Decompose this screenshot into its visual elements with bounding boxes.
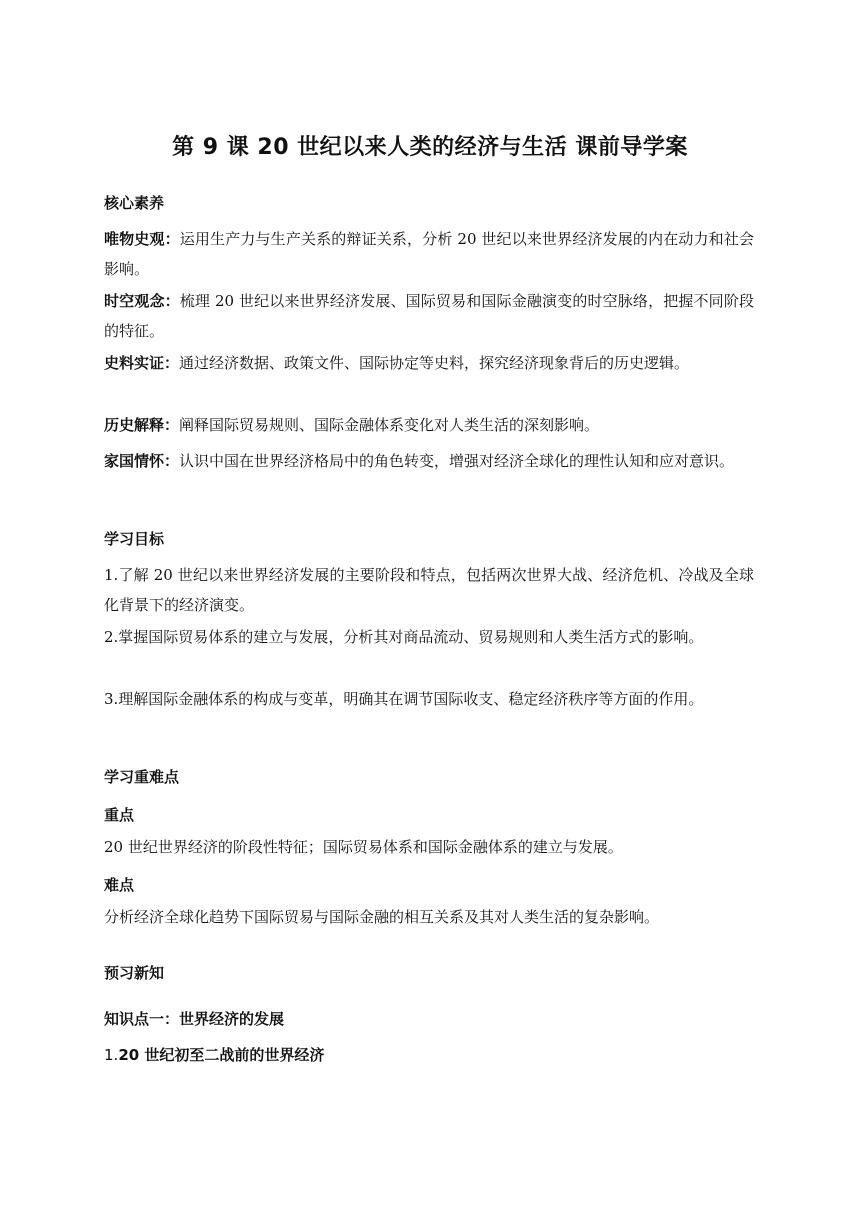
focus-heading: 重点 [104, 806, 135, 824]
core-item-label: 唯物史观： [104, 230, 180, 248]
focus-text: 20 世纪世界经济的阶段性特征；国际贸易体系和国际金融体系的建立与发展。 [104, 838, 623, 856]
core-literacy-heading: 核心素养 [104, 194, 165, 212]
core-item-text: 通过经济数据、政策文件、国际协定等史料，探究经济现象背后的历史逻辑。 [179, 354, 690, 372]
core-item-patriotism [104, 446, 754, 476]
goal-item: 2.掌握国际贸易体系的建立与发展，分析其对商品流动、贸易规则和人类生活方式的影响。 [104, 628, 704, 646]
core-item-label: 历史解释： [104, 416, 180, 434]
difficulty-heading: 难点 [104, 876, 135, 894]
goal-item: 1.了解 20 世纪以来世界经济发展的主要阶段和特点，包括两次世界大战、经济危机、冷战及全球化背景下的经济演变。 [104, 566, 754, 614]
goal-item: 3.理解国际金融体系的构成与变革，明确其在调节国际收支、稳定经济秩序等方面的作用。 [104, 690, 704, 708]
core-item-text: 阐释国际贸易规则、国际金融体系变化对人类生活的深刻影响。 [179, 416, 600, 434]
core-item-materialism [104, 224, 754, 284]
core-item-text: 梳理 20 世纪以来世界经济发展、国际贸易和国际金融演变的时空脉络，把握不同阶段的特征。 [104, 292, 754, 340]
preview-heading: 预习新知 [104, 964, 165, 982]
subsection-number: 1. [104, 1046, 119, 1064]
core-item-interpretation [104, 410, 754, 440]
core-item-evidence [104, 348, 754, 378]
core-item-label: 时空观念： [104, 292, 180, 310]
subsection-heading [104, 1044, 324, 1065]
core-item-label: 史料实证： [104, 354, 180, 372]
keypoints-heading: 学习重难点 [104, 768, 180, 786]
core-item-label: 家国情怀： [104, 452, 180, 470]
subsection-title: 20 世纪初至二战前的世界经济 [118, 1046, 325, 1064]
core-item-text: 运用生产力与生产关系的辩证关系，分析 20 世纪以来世界经济发展的内在动力和社会影响。 [104, 230, 754, 278]
core-item-spacetime [104, 286, 754, 346]
core-item-text: 认识中国在世界经济格局中的角色转变，增强对经济全球化的理性认知和应对意识。 [179, 452, 735, 470]
page-title: 第 9 课 20 世纪以来人类的经济与生活 课前导学案 [172, 135, 688, 160]
knowledge-point-heading: 知识点一：世界经济的发展 [104, 1010, 285, 1028]
difficulty-text: 分析经济全球化趋势下国际贸易与国际金融的相互关系及其对人类生活的复杂影响。 [104, 908, 660, 926]
goals-heading: 学习目标 [104, 530, 165, 548]
